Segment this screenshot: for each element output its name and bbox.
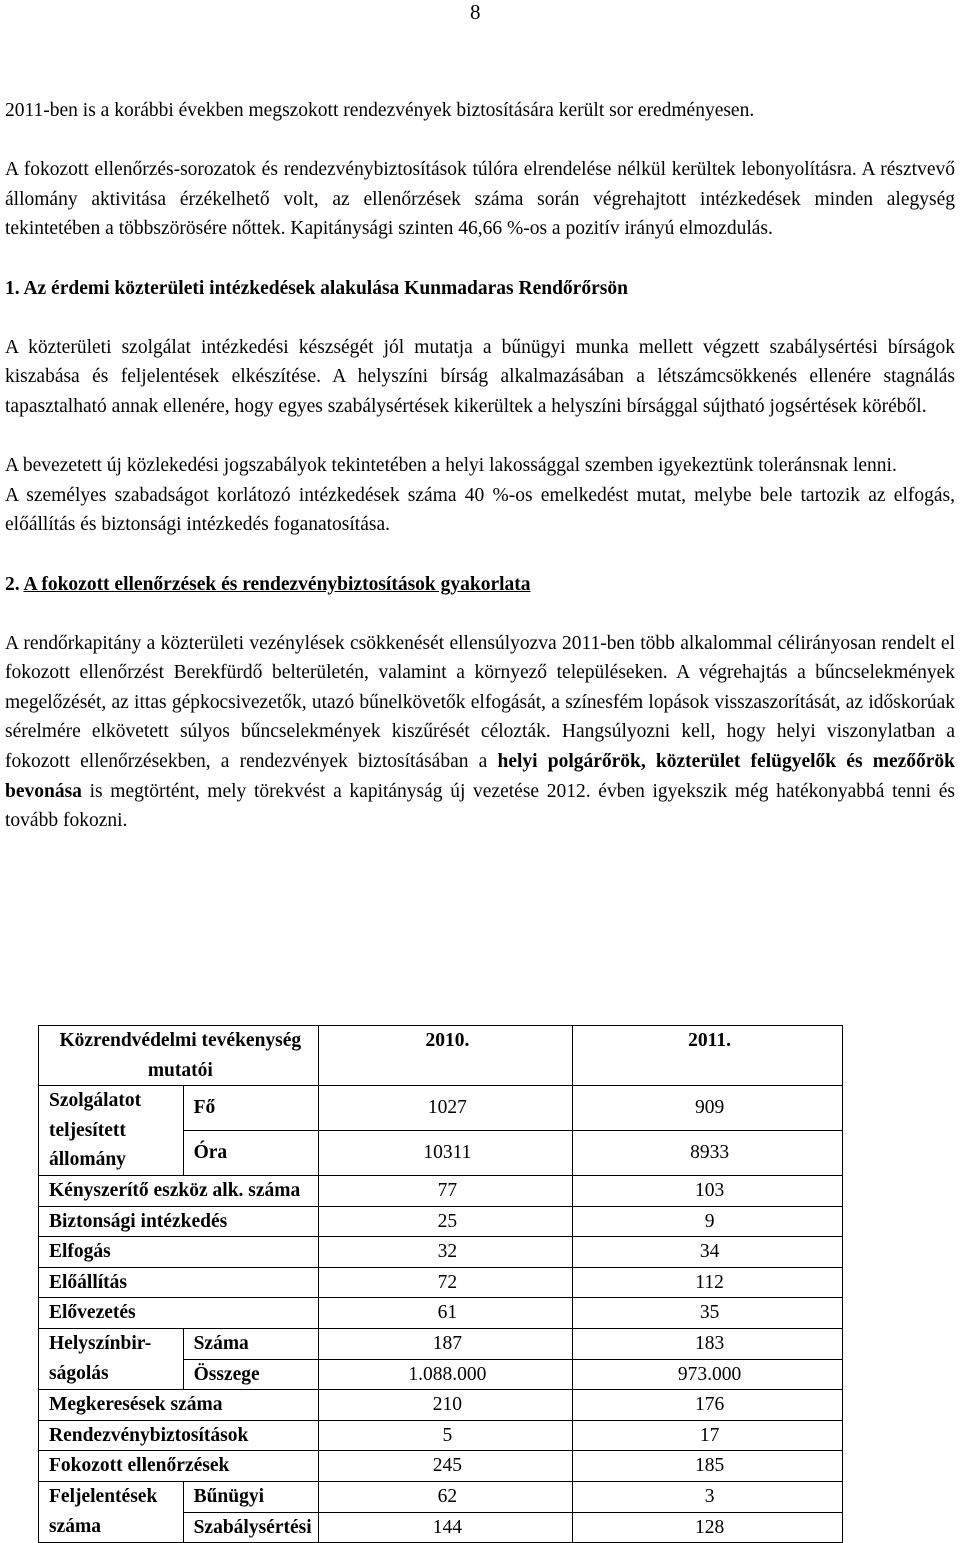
row-sublabel: Száma (183, 1328, 318, 1359)
row-label: Biztonsági intézkedés (39, 1206, 319, 1237)
cell-2011: 8933 (573, 1130, 843, 1175)
row-sublabel: Összege (183, 1359, 318, 1390)
row-label-helyszini: Helyszínbir-ságolás (39, 1328, 184, 1389)
row-label: Megkeresések száma (39, 1390, 319, 1421)
table-row (39, 1175, 843, 1206)
cell-2011: 17 (573, 1420, 843, 1451)
row-label-feljelentesek: Feljelentések száma (39, 1481, 184, 1542)
row-sublabel: Fő (183, 1086, 318, 1131)
row-label: Előállítás (39, 1267, 319, 1298)
cell-2010: 1027 (318, 1086, 573, 1131)
table-row (39, 1390, 843, 1421)
cell-2011: 973.000 (573, 1359, 843, 1390)
cell-2011: 176 (573, 1390, 843, 1421)
row-label-szolgalat: Szolgálatot teljesített állomány (39, 1086, 184, 1176)
cell-2011: 183 (573, 1328, 843, 1359)
paragraph-2: A fokozott ellenőrzés-sorozatok és rendezvénybiztosítások túlóra elrendelése nélkül kerültek lebonyolításra. A résztvevő állomány aktivitása érzékelhető volt, az ellenőrzések száma során végrehajtott intézkedések minden alegység tekintetében a többszörösére nőttek. Kapitánysági szinten 46,66 %-os a pozitív irányú elmozdulás. (5, 159, 955, 240)
section-title-1: Az érdemi közterületi intézkedések alakulása Kunmadaras Rendőrőrsön (23, 277, 628, 299)
table-row (39, 1451, 843, 1482)
cell-2011: 185 (573, 1451, 843, 1482)
table-row (39, 1481, 843, 1512)
cell-2011: 34 (573, 1237, 843, 1268)
cell-2011: 909 (573, 1086, 843, 1131)
cell-2011: 103 (573, 1175, 843, 1206)
cell-2010: 245 (318, 1451, 573, 1482)
table-header-row (39, 1026, 843, 1086)
paragraph-6 (5, 629, 955, 836)
table-row (39, 1237, 843, 1268)
row-sublabel: Bűnügyi (183, 1481, 318, 1512)
header-2011: 2011. (573, 1026, 843, 1086)
section-number-1: 1. (5, 277, 20, 299)
cell-2010: 144 (318, 1512, 573, 1543)
row-label: Kényszerítő eszköz alk. száma (39, 1175, 319, 1206)
cell-2011: 35 (573, 1298, 843, 1329)
section-heading-1 (5, 274, 955, 304)
section-heading-2 (5, 570, 955, 600)
cell-2010: 32 (318, 1237, 573, 1268)
cell-2010: 61 (318, 1298, 573, 1329)
statistics-table (38, 1025, 843, 1543)
cell-2011: 9 (573, 1206, 843, 1237)
paragraph-6-part-b: is megtörtént, mely törekvést a kapitányság új vezetése 2012. évben igyekszik még hatékonyabbá tenni és tovább fokozni. (5, 780, 955, 832)
section-title-2: A fokozott ellenőrzések és rendezvénybiztosítások gyakorlata (23, 573, 531, 595)
cell-2010: 77 (318, 1175, 573, 1206)
paragraph-4: A bevezetett új közlekedési jogszabályok tekintetében a helyi lakossággal szemben igyekeztünk toleránsnak lenni. (5, 455, 897, 477)
cell-2011: 3 (573, 1481, 843, 1512)
page-number: 8 (470, 0, 481, 24)
table-row (39, 1086, 843, 1131)
table-row (39, 1328, 843, 1359)
table-row (39, 1298, 843, 1329)
cell-2010: 187 (318, 1328, 573, 1359)
cell-2011: 128 (573, 1512, 843, 1543)
cell-2010: 72 (318, 1267, 573, 1298)
cell-2010: 62 (318, 1481, 573, 1512)
row-sublabel: Óra (183, 1130, 318, 1175)
table-row (39, 1267, 843, 1298)
table-row (39, 1206, 843, 1237)
row-label: Rendezvénybiztosítások (39, 1420, 319, 1451)
row-sublabel: Szabálysértési (183, 1512, 318, 1543)
header-indicator: Közrendvédelmi tevékenység mutatói (39, 1026, 319, 1086)
table-row (39, 1420, 843, 1451)
section-number-2: 2. (5, 573, 20, 595)
paragraph-6-bold: helyi polgárőrök, közterület felügyelők és mezőőrök bevonása (5, 751, 955, 802)
cell-2010: 5 (318, 1420, 573, 1451)
paragraph-6-part-a: A rendőrkapitány a közterületi vezénylések csökkenését ellensúlyozva 2011-ben több alkalommal célirányosan rendelt el fokozott ellenőrzést Berekfürdő belterületén, valamint a környező településeken. A végrehajtás a bűncselekmények megelőzését, az ittas gépkocsivezetők, utazó bűnelkövetők elfogását, a színesfém lopások visszaszorítását, az időskorúak sérelmére elkövetett súlyos bűncselekmények kiszűrését célozták. Hangsúlyozni kell, hogy helyi viszonylatban a fokozott ellenőrzésekben, a rendezvények biztosításában a (5, 632, 955, 773)
row-label: Elfogás (39, 1237, 319, 1268)
paragraph-1: 2011-ben is a korábbi években megszokott rendezvények biztosítására került sor eredményesen. (5, 100, 755, 121)
paragraph-3: A közterületi szolgálat intézkedési készségét jól mutatja a bűnügyi munka mellett végzett szabálysértési bírságok kiszabása és feljelentések elkészítése. A helyszíni bírság alkalmazásában a létszámcsökkenés ellenére stagnálás tapasztalható annak ellenére, hogy egyes szabálysértések kikerültek a helyszíni bírsággal sújtható jogsértések köréből. (5, 336, 955, 417)
header-2010: 2010. (318, 1026, 573, 1086)
paragraph-5: A személyes szabadságot korlátozó intézkedések száma 40 %-os emelkedést mutat, melybe bele tartozik az elfogás, előállítás és biztonsági intézkedés foganatosítása. (5, 484, 955, 536)
cell-2010: 1.088.000 (318, 1359, 573, 1390)
cell-2010: 10311 (318, 1130, 573, 1175)
row-label: Elővezetés (39, 1298, 319, 1329)
cell-2010: 25 (318, 1206, 573, 1237)
cell-2011: 112 (573, 1267, 843, 1298)
row-label: Fokozott ellenőrzések (39, 1451, 319, 1482)
cell-2010: 210 (318, 1390, 573, 1421)
document-body (5, 96, 955, 836)
